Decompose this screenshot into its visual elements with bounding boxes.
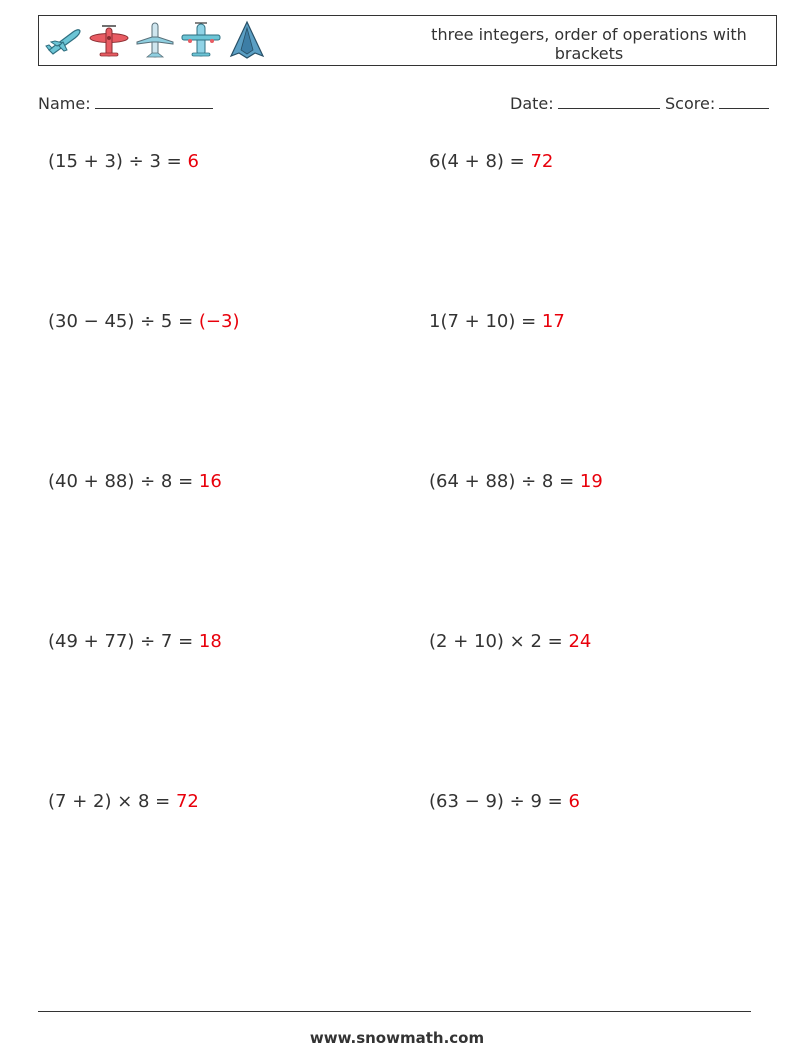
answer: 18: [198, 631, 222, 652]
question: (49 + 77) ÷ 7 =: [48, 631, 199, 652]
problem-7: [48, 631, 222, 652]
date-field: [510, 92, 660, 113]
footer-divider: [38, 1011, 751, 1012]
question: (64 + 88) ÷ 8 =: [429, 471, 580, 492]
name-label: Name:: [38, 94, 91, 113]
problem-4: [429, 311, 565, 332]
answer: (−3): [198, 311, 240, 332]
question: (2 + 10) × 2 =: [429, 631, 569, 652]
name-field: [38, 92, 213, 113]
stealth-jet-icon: [227, 20, 267, 62]
problem-8: [429, 631, 591, 652]
answer: 72: [530, 151, 554, 172]
airliner-icon: [135, 20, 175, 62]
date-blank[interactable]: [558, 92, 660, 109]
problem-2: [429, 151, 553, 172]
answer: 6: [568, 791, 580, 812]
question: 6(4 + 8) =: [429, 151, 531, 172]
propeller-plane-icon: [89, 20, 129, 62]
answer: 19: [579, 471, 603, 492]
question: (7 + 2) × 8 =: [48, 791, 176, 812]
answer: 16: [198, 471, 222, 492]
answer: 24: [568, 631, 592, 652]
footer-website[interactable]: www.snowmath.com: [309, 1029, 485, 1047]
question: (63 − 9) ÷ 9 =: [429, 791, 569, 812]
problem-1: [48, 151, 199, 172]
score-blank[interactable]: [719, 92, 769, 109]
problem-6: [429, 471, 603, 492]
answer: 72: [175, 791, 199, 812]
question: 1(7 + 10) =: [429, 311, 542, 332]
score-field: [665, 92, 769, 113]
question: (40 + 88) ÷ 8 =: [48, 471, 199, 492]
name-blank[interactable]: [95, 92, 213, 109]
answer: 17: [541, 311, 565, 332]
worksheet-title: three integers, order of operations with brackets: [431, 25, 747, 63]
jet-plane-icon: [43, 20, 83, 62]
cargo-plane-icon: [181, 20, 221, 62]
problem-3: [48, 311, 239, 332]
problem-10: [429, 791, 580, 812]
question: (30 − 45) ÷ 5 =: [48, 311, 199, 332]
problem-5: [48, 471, 222, 492]
problem-9: [48, 791, 199, 812]
icon-row: [43, 20, 267, 62]
answer: 6: [187, 151, 199, 172]
date-label: Date:: [510, 94, 554, 113]
question: (15 + 3) ÷ 3 =: [48, 151, 188, 172]
header-box: [38, 15, 777, 66]
score-label: Score:: [665, 94, 716, 113]
